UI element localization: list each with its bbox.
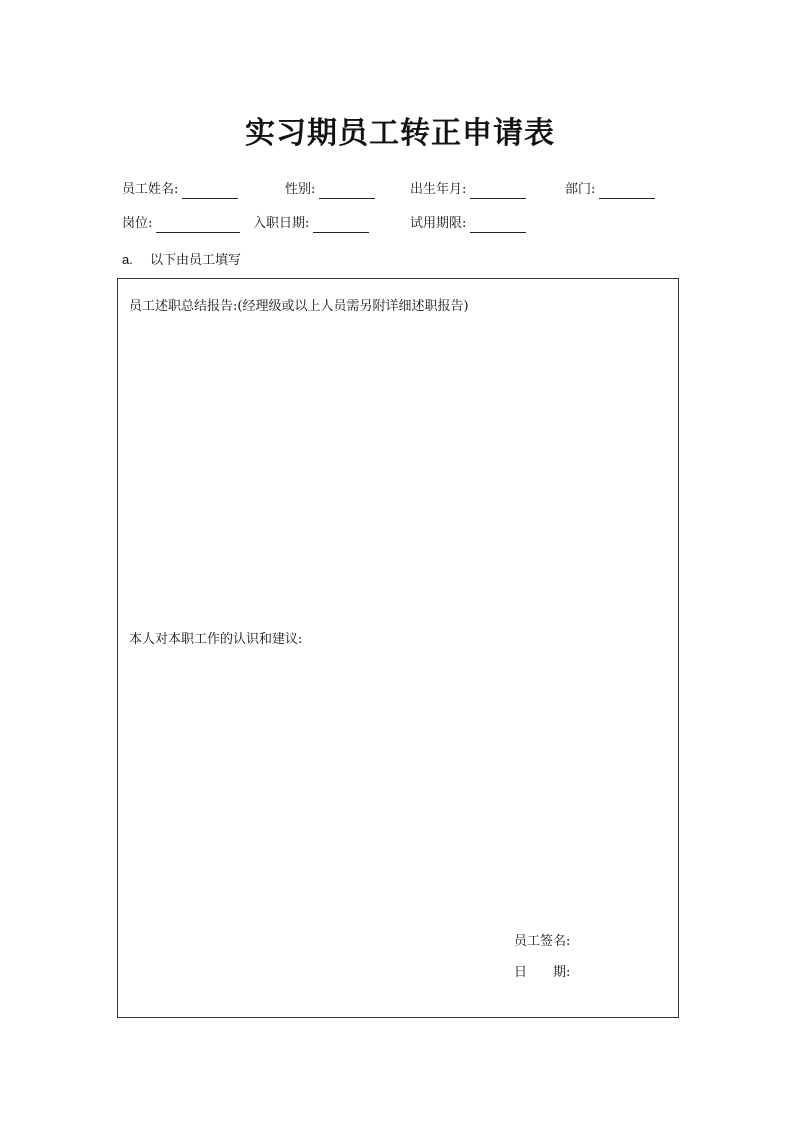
date-label xyxy=(514,961,570,980)
birth-field xyxy=(410,181,526,199)
date-label-b: 期: xyxy=(553,965,571,980)
section-text: 以下由员工填写 xyxy=(150,253,242,268)
hire-date-blank[interactable] xyxy=(313,218,369,233)
department-label: 部门: xyxy=(565,182,596,197)
gender-label: 性别: xyxy=(285,182,316,197)
form-title: 实习期员工转正申请表 xyxy=(245,116,555,151)
department-blank[interactable] xyxy=(599,184,655,199)
signature-label: 员工签名: xyxy=(514,934,571,949)
position-blank[interactable] xyxy=(156,218,240,233)
probation-label: 试用期限: xyxy=(410,216,467,231)
employee-name-label: 员工姓名: xyxy=(122,182,179,197)
report-label: 员工述职总结报告:(经理级或以上人员需另附详细述职报告) xyxy=(129,299,469,314)
probation-blank[interactable] xyxy=(470,218,526,233)
position-label: 岗位: xyxy=(122,216,153,231)
birth-label: 出生年月: xyxy=(410,182,467,197)
hire-date-field xyxy=(253,215,369,233)
section-marker: a. xyxy=(122,252,133,267)
hire-date-label: 入职日期: xyxy=(253,216,310,231)
probation-field xyxy=(410,215,526,233)
suggestion-label: 本人对本职工作的认识和建议: xyxy=(129,632,303,647)
date-label-a: 日 xyxy=(514,965,528,980)
employee-fill-box[interactable] xyxy=(117,278,679,1018)
employee-name-blank[interactable] xyxy=(182,184,238,199)
employee-name-field xyxy=(122,181,238,199)
birth-blank[interactable] xyxy=(470,184,526,199)
position-field xyxy=(122,215,240,233)
department-field xyxy=(565,181,655,199)
section-label xyxy=(122,249,241,268)
gender-blank[interactable] xyxy=(319,184,375,199)
gender-field xyxy=(285,181,375,199)
